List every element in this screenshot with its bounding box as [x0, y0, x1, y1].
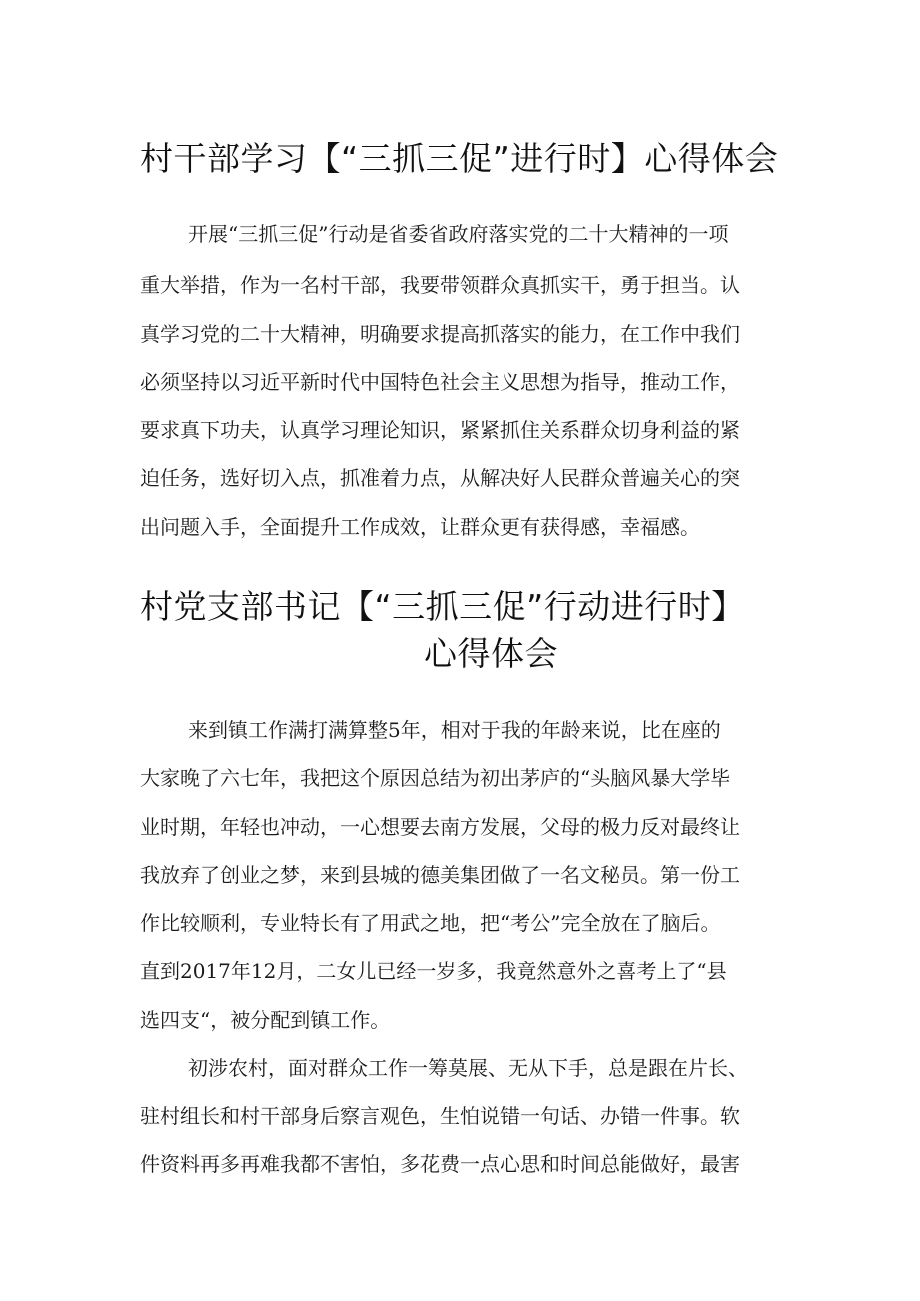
section2-line: 来到镇工作满打满算整5年，相对于我的年龄来说，比在座的 — [188, 718, 721, 742]
section1-line: 要求真下功夫，认真学习理论知识，紧紧抓住关系群众切身利益的紧 — [140, 418, 740, 442]
section2-line: 直到2017年12月，二女儿已经一岁多，我竟然意外之喜考上了“县 — [140, 959, 727, 983]
section2-line: 初涉农村，面对群众工作一筹莫展、无从下手，总是跟在片长、 — [188, 1056, 748, 1080]
section1-line: 出问题入手，全面提升工作成效，让群众更有获得感，幸福感。 — [140, 515, 700, 539]
section2-line: 作比较顺利，专业特长有了用武之地，把“考公”完全放在了脑后。 — [140, 911, 721, 935]
section2-title-line2: 心得体会 — [424, 634, 558, 673]
section2-line: 大家晚了六七年，我把这个原因总结为初出茅庐的“头脑风暴大学毕 — [140, 766, 731, 790]
section1-line: 重大举措，作为一名村干部，我要带领群众真抓实干，勇于担当。认 — [140, 273, 740, 297]
section1-line: 迫任务，选好切入点，抓准着力点，从解决好人民群众普遍关心的突 — [140, 466, 740, 490]
section2-line: 驻村组长和村干部身后察言观色，生怕说错一句话、办错一件事。软 — [140, 1104, 740, 1128]
section1-line: 真学习党的二十大精神，明确要求提高抓落实的能力，在工作中我们 — [140, 322, 740, 346]
section2-line: 件资料再多再难我都不害怕，多花费一点心思和时间总能做好，最害 — [140, 1152, 740, 1176]
section1-title: 村干部学习【“三抓三促”进行时】心得体会 — [140, 139, 779, 178]
section2-title-line1: 村党支部书记【“三抓三促”行动进行时】 — [140, 587, 745, 626]
section1-line: 开展“三抓三促”行动是省委省政府落实党的二十大精神的一项 — [188, 222, 729, 246]
section2-line: 业时期，年轻也冲动，一心想要去南方发展，父母的极力反对最终让 — [140, 815, 740, 839]
section2-line: 我放弃了创业之梦，来到县城的德美集团做了一名文秘员。第一份工 — [140, 863, 740, 887]
section2-line: 选四支“，被分配到镇工作。 — [140, 1008, 391, 1032]
section1-line: 必须坚持以习近平新时代中国特色社会主义思想为指导，推动工作， — [140, 370, 740, 394]
